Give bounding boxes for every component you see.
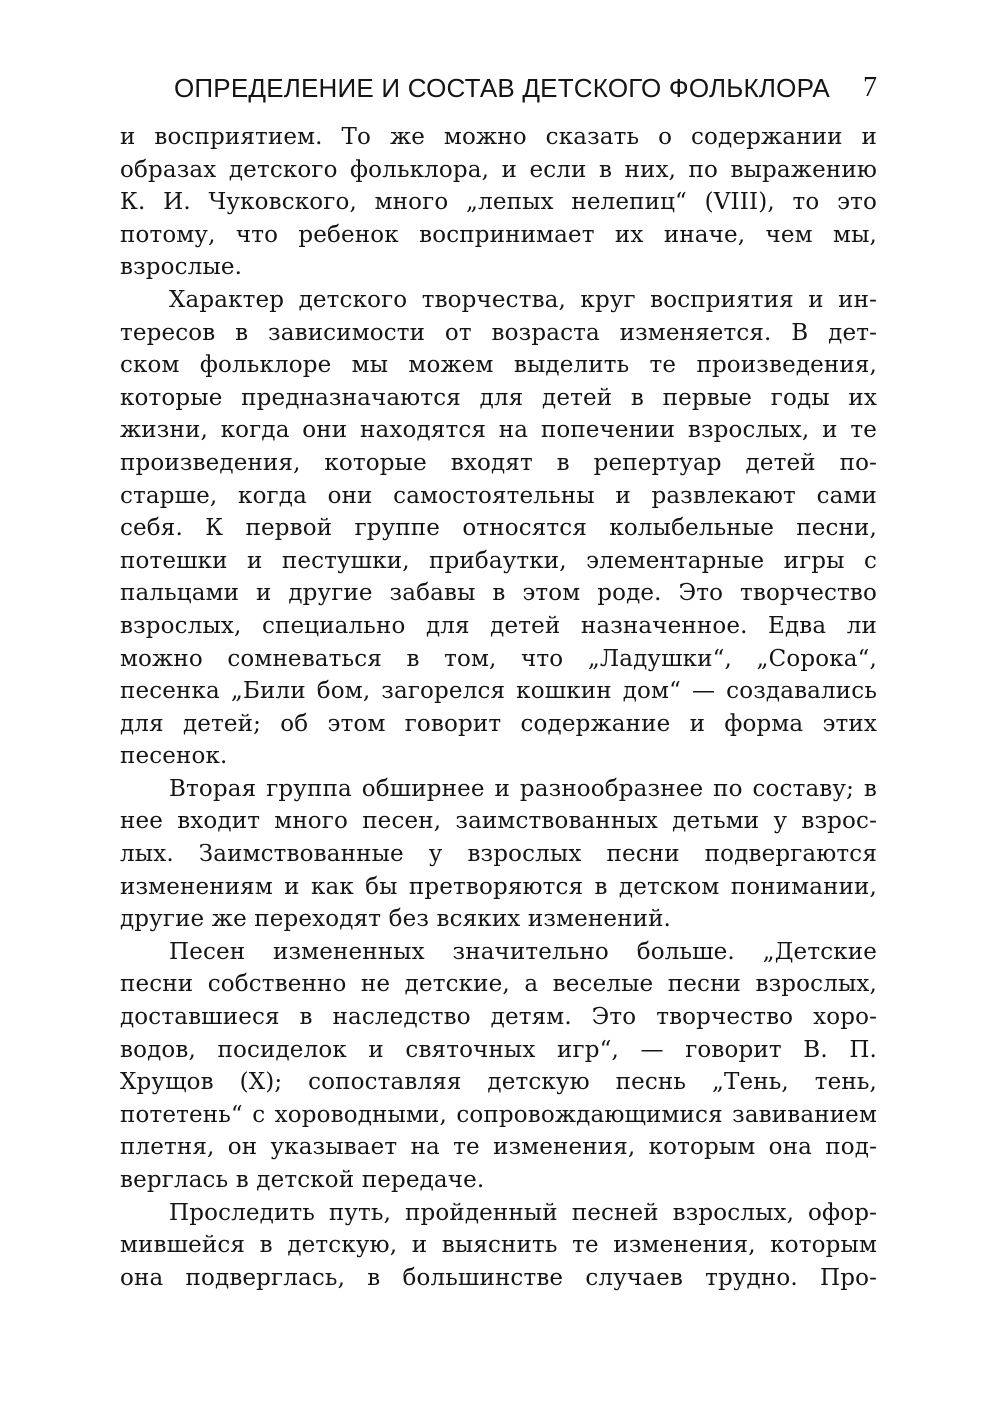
text-line: нее входит много песен, заимствованных детьми у взрос- [120, 808, 877, 835]
text-line: доставшиеся в наследство детям. Это творчество хоро- [120, 1004, 877, 1031]
text-line: которые предназначаются для детей в первые годы их [120, 384, 877, 411]
body-text [120, 121, 877, 1294]
text-line: песни собственно не детские, а веселые песни взрослых, [120, 971, 877, 998]
text-line: потому, что ребенок воспринимает их иначе, чем мы, [120, 221, 877, 248]
text-line: потетень“ с хороводными, сопровождающимися завиванием [120, 1101, 877, 1128]
paragraph-4 [120, 936, 877, 1197]
paragraph-3 [120, 773, 877, 936]
text-line: себя. К первой группе относятся колыбельные песни, [120, 515, 877, 542]
page-number: 7 [863, 72, 877, 103]
text-line: мившейся в детскую, и выяснить те изменения, которым [120, 1232, 877, 1259]
text-line: Проследить путь, пройденный песней взрослых, офор- [169, 1199, 877, 1226]
text-line: Характер детского творчества, круг восприятия и ин- [169, 286, 877, 313]
text-line: взрослые. [120, 254, 243, 281]
text-line: песенка „Били бом, загорелся кошкин дом“ — создавались [120, 678, 877, 705]
text-line: образах детского фольклора, и если в них, по выражению [120, 156, 877, 183]
text-line: и восприятием. То же можно сказать о содержании и [120, 124, 877, 150]
text-line: она подверглась, в большинстве случаев трудно. Про- [120, 1264, 877, 1291]
text-line: Хрущов (X); сопоставляя детскую песнь „Тень, тень, [120, 1069, 877, 1096]
text-line: Песен измененных значительно больше. „Детские [169, 938, 877, 965]
text-line: изменениям и как бы претворяются в детском понимании, [120, 873, 877, 900]
paragraph-1 [120, 121, 877, 284]
text-line: плетня, он указывает на те изменения, которым она под- [120, 1134, 877, 1161]
paragraph-5 [120, 1197, 877, 1295]
running-head-title: ОПРЕДЕЛЕНИЕ И СОСТАВ ДЕТСКОГО ФОЛЬКЛОРА [174, 73, 830, 103]
text-line: песенок. [120, 743, 228, 770]
text-line: для детей; об этом говорит содержание и форма этих [120, 710, 877, 737]
text-line: взрослых, специально для детей назначенное. Едва ли [120, 612, 877, 639]
text-line: можно сомневаться в том, что „Ладушки“, „Сорока“, [120, 645, 877, 672]
text-line: потешки и пестушки, прибаутки, элементарные игры с [120, 547, 877, 574]
text-line: тересов в зависимости от возраста изменяется. В дет- [120, 319, 877, 346]
text-line: лых. Заимствованные у взрослых песни подвергаются [120, 841, 877, 868]
running-head [120, 66, 877, 110]
text-line: К. И. Чуковского, много „лепых нелепиц“ (VIII), то это [120, 189, 877, 216]
text-line: произведения, которые входят в репертуар детей по- [120, 449, 877, 476]
text-line: Вторая группа обширнее и разнообразнее по составу; в [169, 775, 877, 802]
text-line: ском фольклоре мы можем выделить те произведения, [120, 352, 877, 379]
text-line: старше, когда они самостоятельны и развлекают сами [120, 482, 877, 509]
text-line: верглась в детской передаче. [120, 1167, 485, 1193]
text-line: водов, посиделок и святочных игр“, — говорит В. П. [120, 1036, 877, 1063]
text-line: пальцами и другие забавы в этом роде. Это творчество [120, 580, 877, 607]
text-line: другие же переходят без всяких изменений. [120, 906, 672, 933]
paragraph-2 [120, 284, 877, 773]
text-line: жизни, когда они находятся на попечении взрослых, и те [120, 417, 877, 444]
